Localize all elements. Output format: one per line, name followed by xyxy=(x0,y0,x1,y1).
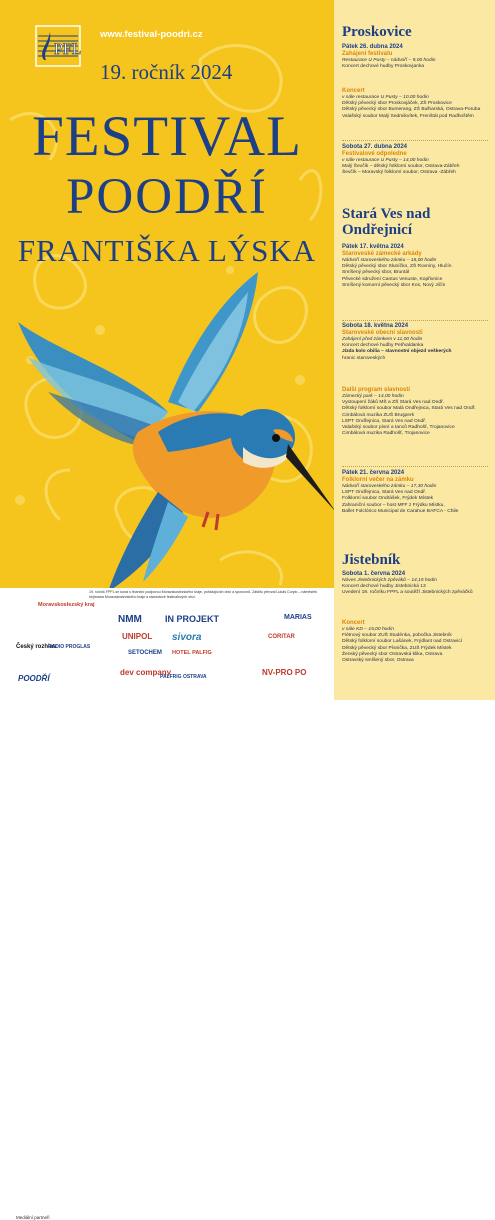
partner-logo-sivora: sivora xyxy=(172,632,202,643)
title-poodri: POODŘÍ xyxy=(66,169,268,225)
event-stara-ves-3 xyxy=(342,387,492,437)
edition-label: 19. ročník 2024 xyxy=(100,60,233,84)
event-venue: Nádvoří staroveského zámku – 17,30 hodin xyxy=(342,484,437,489)
partner-logo-cesky-rozhlas: Český rozhlas xyxy=(16,644,57,650)
partner-logo-poodri: POODŘÍ xyxy=(18,674,50,683)
event-line: Folklorní soubor Ondrášek, Frýdek Místek xyxy=(342,496,434,502)
event-proskovice-3 xyxy=(342,144,492,177)
support-footnote: 19. ročník FPFL se koná s finanční podporou Moravskoslezského kraje, pořádajících obcí a sponzorů. Záštitu převzal Lukáš Curylo – náměstek hejtmana Moravskoslezského kraje a starostové festivalových obcí. xyxy=(89,590,317,599)
divider xyxy=(342,466,488,467)
event-venue: Restaurace U Pusty – nádvoří – 9,00 hodin xyxy=(342,58,436,63)
svg-text:PFL: PFL xyxy=(54,41,82,58)
event-venue: Zámecký park – 14,00 hodin xyxy=(342,394,404,399)
partner-logo-radio-proglas: RADIO PROGLAS xyxy=(48,644,91,650)
event-title: Festivalové odpoledne xyxy=(342,151,407,157)
partner-logo-in-projekt: IN PROJEKT xyxy=(165,614,220,624)
event-line: Koncert dechové hudby Petřvaldanka xyxy=(342,343,424,349)
event-line: Smíšený pěvecký sbor, Bruntál xyxy=(342,270,410,276)
partner-logo-hotel-palfig: HOTEL PALFIG xyxy=(172,650,212,656)
event-jistebnik-2 xyxy=(342,620,492,664)
event-title: Staroveské obecní slavnosti xyxy=(342,330,423,336)
event-date: Sobota 18. května 2024 xyxy=(342,323,409,329)
event-line: Koncert dechové hudby Jistebnická 13 xyxy=(342,584,426,590)
event-venue: Nóves Jistebnických zpěváků – 14,15 hodin xyxy=(342,578,437,583)
event-title: Koncert xyxy=(342,620,365,626)
partner-logo-setochem: SETOCHEM xyxy=(128,650,162,656)
event-line: Ženský pěvecký sbor Ostravská klika, Ostrava xyxy=(342,651,443,657)
event-title: Staroveské zámecké arkády xyxy=(342,251,422,257)
event-stara-ves-1 xyxy=(342,244,492,289)
event-line: Cimbálová muzika ZUŠ Bruşperk xyxy=(342,412,415,418)
event-stara-ves-4 xyxy=(342,470,492,515)
event-line: Vystoupení žáků MŠ a ZŠ Stará Ves nad Ondř. xyxy=(342,400,445,406)
event-line: Dětský pěvecký sbor Sluníčko, ZŠ Rovniny, Hlučín xyxy=(342,264,452,270)
partner-logo-marias: MARIAS xyxy=(284,614,312,621)
event-line: Malý Ševčík – dětský folklorní soubor, Ostrava-Zábřeh xyxy=(342,164,460,170)
partners-strip xyxy=(0,588,334,1220)
event-line: hranic staroveských xyxy=(342,355,386,361)
website-url[interactable]: www.festival-poodri.cz xyxy=(100,29,203,40)
event-line: Ostravský smíšený sbor, Ostrava xyxy=(342,658,414,664)
event-proskovice-1 xyxy=(342,44,492,70)
event-line: Dětský pěvecký sbor Bumerang, ZŠ Bulharská, Ostrava-Poruba xyxy=(342,107,481,113)
event-line: Uvedení 19. ročníku FPFL a soutěží Jistebnických zpěváčků xyxy=(342,590,473,596)
event-line: Dětský pěvecký sbor Písnička, ZUŠ Frýdek Místek xyxy=(342,645,452,651)
festival-logo xyxy=(34,22,82,70)
event-line: Valašský soubor písní a tanců Radhošť, Trojanovice xyxy=(342,425,455,431)
kingfisher-illustration xyxy=(18,262,338,592)
partner-logo-msk: Moravskoslezský kraj xyxy=(38,602,95,608)
partner-logo-nmm: NMM xyxy=(118,614,142,625)
place-heading-jistebnik: Jistebník xyxy=(342,552,401,568)
partner-logo-palfrig-ostrava: PALFRIG OSTRAVA xyxy=(160,674,207,680)
event-line: Ballet Folclórico Municipal de Carahue BAFCA - Chile xyxy=(342,508,459,514)
event-venue: Zahájení před zámkem v 11,00 hodin xyxy=(342,337,423,342)
event-date: Pátek 26. dubna 2024 xyxy=(342,44,403,50)
event-line: Cimbálová muzika Radhošť, Trojanovice xyxy=(342,431,430,437)
event-line: Koncert dechové hudby Proskovjanka xyxy=(342,64,425,70)
title-frantiska-lyska: FRANTIŠKA LÝSKA xyxy=(17,233,317,268)
event-line: Valašský soubor Malý Sedmikvítek, Frenštát pod Radhoštěm xyxy=(342,113,474,119)
partner-logo-dev-company: dev company xyxy=(120,668,172,677)
event-venue: v sále restaurace U Pusty – 14,00 hodin xyxy=(342,158,429,163)
event-date: Sobota 27. dubna 2024 xyxy=(342,144,408,150)
event-line: Dětský folklorní soubor Malá Ondřejnica, Stará Ves nad Ondř. xyxy=(342,406,476,412)
event-line: Jízda kolo obilia – slavnostní objezd veškerých xyxy=(342,349,452,355)
event-line: LSPT Ondřejnica, Stará Ves nad Ondř. xyxy=(342,418,427,424)
partner-logo-coritar: CORITAR xyxy=(268,634,295,640)
poster-artwork-panel xyxy=(0,0,334,588)
event-venue: Nádvoří staroveského zámku – 18,00 hodin xyxy=(342,258,437,263)
partner-logo-nv-pro: NV-PRO PO xyxy=(262,668,307,677)
divider xyxy=(342,140,488,141)
event-proskovice-2 xyxy=(342,88,492,120)
event-line: Ševčík – Moravský folklorní soubor, Ostrava -Zábřeh xyxy=(342,170,456,176)
event-venue: v sále restaurace U Pusty – 10,00 hodin xyxy=(342,95,429,100)
event-line: Pěvecké sdružení Cantus Venuste, Kopřivnice xyxy=(342,276,443,282)
event-venue: v sále KD – 15,00 hodin xyxy=(342,627,394,632)
event-line: Dětský pěvecký sbor Proskovjáček, ZŠ Proskovice xyxy=(342,101,452,107)
event-date: Sobota 1. června 2024 xyxy=(342,571,406,577)
place-heading-stara-ves: Stará Ves nad Ondřejnicí xyxy=(342,206,431,238)
partner-logo-unipol: UNIPOL xyxy=(122,632,153,641)
event-line: LSPT Ondřejnica, Stará Ves nad Ondř. xyxy=(342,490,427,496)
place-heading-proskovice: Proskovice xyxy=(342,24,412,40)
event-date: Pátek 21. června 2024 xyxy=(342,470,405,476)
event-stara-ves-2 xyxy=(342,323,492,362)
event-title: Koncert xyxy=(342,88,365,94)
event-title: Zahájení festivalu xyxy=(342,51,393,57)
divider xyxy=(342,320,488,321)
media-partners-label: Mediální partneři xyxy=(16,1215,50,1220)
event-line: Smíšený komorní pěvecký sbor Kos, Nový Jičín xyxy=(342,282,446,288)
event-jistebnik-1 xyxy=(342,571,492,597)
event-line: Dětský folklorní soubor Lašánek, Frýdlant nad Ostravicí xyxy=(342,639,463,645)
event-title: Folklorní večer na zámku xyxy=(342,477,414,483)
title-festival: FESTIVAL xyxy=(32,105,302,168)
event-line: Fiétnový soubor ZUŠ Studénka, pobočka Jistebník xyxy=(342,633,452,639)
event-line: Zahraniční soubor – host MFF z Frýdku Místku, xyxy=(342,502,445,508)
event-title: Další program slavností xyxy=(342,387,411,393)
event-date: Pátek 17. května 2024 xyxy=(342,244,404,250)
